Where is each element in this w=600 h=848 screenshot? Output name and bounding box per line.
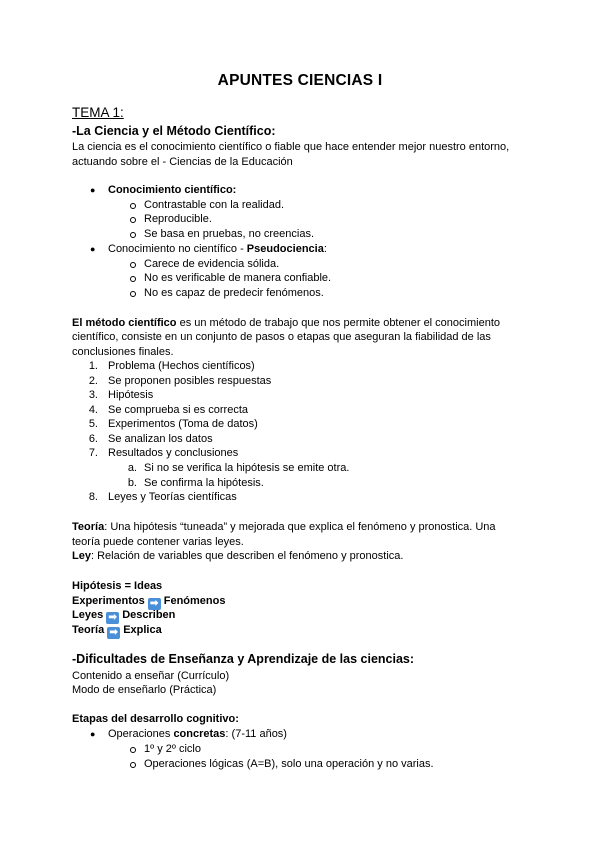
circle-bullet-icon bbox=[130, 276, 136, 282]
summary-left: Leyes bbox=[72, 609, 104, 621]
no-cientifico-item-3: No es capaz de predecir fenómenos. bbox=[144, 287, 324, 299]
metodo-bold: El método científico bbox=[72, 317, 177, 329]
cientifico-item-2: Reproducible. bbox=[144, 213, 212, 225]
section2-heading: -Dificultades de Enseñanza y Aprendizaje de las ciencias: bbox=[72, 652, 415, 666]
step-text: Problema (Hechos científicos) bbox=[108, 360, 255, 372]
step-text: Se comprueba si es correcta bbox=[108, 404, 249, 416]
no-cientifico-item-2: No es verificable de manera confiable. bbox=[144, 272, 332, 284]
summary-left: Teoría bbox=[72, 624, 105, 636]
summary-row bbox=[72, 623, 162, 639]
step-number: 6. bbox=[88, 433, 98, 445]
step-text: Hipótesis bbox=[108, 389, 154, 401]
step-number: 8. bbox=[88, 491, 98, 503]
etapas-subitem-2: Operaciones lógicas (A=B), solo una operación y no varias. bbox=[144, 758, 434, 770]
section2-line-2: Modo de enseñarlo (Práctica) bbox=[72, 684, 217, 696]
circle-bullet-icon bbox=[130, 747, 136, 753]
no-cientifico-suffix: : bbox=[323, 243, 327, 255]
substep-text: Se confirma la hipótesis. bbox=[144, 477, 264, 489]
step-text: Leyes y Teorías científicas bbox=[108, 491, 237, 503]
circle-bullet-icon bbox=[130, 217, 136, 223]
summary-right: Fenómenos bbox=[163, 595, 226, 607]
step-number: 7. bbox=[88, 447, 98, 459]
substep-letter: b. bbox=[127, 477, 137, 489]
step-number: 1. bbox=[88, 360, 98, 372]
hipotesis-ideas: Hipótesis = Ideas bbox=[72, 580, 163, 592]
etapas-subitem-1: 1º y 2º ciclo bbox=[144, 743, 201, 755]
conocimiento-cientifico-label: Conocimiento científico: bbox=[108, 184, 237, 196]
metodo-line-2: científico, consiste en un conjunto de pasos o etapas que aseguran la fiabilidad de las bbox=[72, 331, 491, 343]
step-number: 2. bbox=[88, 375, 98, 387]
summary-left: Experimentos bbox=[72, 595, 145, 607]
circle-bullet-icon bbox=[130, 203, 136, 209]
teoria-line-1 bbox=[72, 520, 496, 535]
step-number: 3. bbox=[88, 389, 98, 401]
metodo-line-1-rest: es un método de trabajo que nos permite obtener el conocimiento bbox=[176, 317, 500, 329]
substep-text: Si no se verifica la hipótesis se emite otra. bbox=[144, 462, 350, 474]
no-cientifico-item-1: Carece de evidencia sólida. bbox=[144, 258, 280, 270]
etapas-item-prefix: Operaciones bbox=[108, 728, 174, 740]
ley-rest: : Relación de variables que describen el fenómeno y pronostica. bbox=[90, 550, 404, 562]
intro-line-1: La ciencia es el conocimiento científico o fiable que hace entender mejor nuestro entorno, bbox=[72, 141, 510, 153]
pseudociencia-label: Pseudociencia bbox=[246, 243, 324, 255]
etapas-heading: Etapas del desarrollo cognitivo: bbox=[72, 713, 239, 725]
metodo-line-1 bbox=[72, 316, 500, 331]
ley-line bbox=[72, 549, 403, 564]
etapas-item bbox=[108, 727, 287, 742]
summary-right: Describen bbox=[122, 609, 176, 621]
step-text: Experimentos (Toma de datos) bbox=[108, 418, 258, 430]
teoria-line-2: teoría puede contener varias leyes. bbox=[72, 536, 244, 548]
metodo-line-3: conclusiones finales. bbox=[72, 346, 174, 358]
step-text: Se proponen posibles respuestas bbox=[108, 375, 272, 387]
substep-letter: a. bbox=[127, 462, 137, 474]
teoria-line-1-rest: : Una hipótesis “tuneada” y mejorada que explica el fenómeno y pronostica. Una bbox=[104, 521, 496, 533]
cientifico-item-3: Se basa en pruebas, no creencias. bbox=[144, 228, 315, 240]
conocimiento-no-cientifico bbox=[108, 242, 327, 257]
bullet-icon: ● bbox=[90, 729, 96, 739]
cientifico-item-1: Contrastable con la realidad. bbox=[144, 199, 285, 211]
section2-line-1: Contenido a enseñar (Currículo) bbox=[72, 670, 230, 682]
bullet-icon: ● bbox=[90, 244, 96, 254]
step-number: 5. bbox=[88, 418, 98, 430]
circle-bullet-icon bbox=[130, 262, 136, 268]
concretas-label: concretas bbox=[173, 728, 226, 740]
arrow-right-icon: ➡ bbox=[148, 598, 161, 610]
arrow-right-icon: ➡ bbox=[106, 612, 119, 624]
no-cientifico-prefix: Conocimiento no científico - bbox=[108, 243, 247, 255]
circle-bullet-icon bbox=[130, 232, 136, 238]
step-number: 4. bbox=[88, 404, 98, 416]
etapas-item-suffix: : (7-11 años) bbox=[225, 728, 287, 740]
page-title: APUNTES CIENCIAS I bbox=[217, 72, 383, 89]
summary-right: Explica bbox=[123, 624, 162, 636]
section1-heading: -La Ciencia y el Método Científico: bbox=[72, 124, 276, 138]
step-text: Se analizan los datos bbox=[108, 433, 213, 445]
step-text: Resultados y conclusiones bbox=[108, 447, 239, 459]
ley-label: Ley bbox=[72, 550, 91, 562]
bullet-icon: ● bbox=[90, 185, 96, 195]
tema-heading: TEMA 1: bbox=[72, 105, 124, 120]
circle-bullet-icon bbox=[130, 762, 136, 768]
intro-line-2: actuando sobre el - Ciencias de la Educación bbox=[72, 156, 293, 168]
circle-bullet-icon bbox=[130, 291, 136, 297]
arrow-right-icon: ➡ bbox=[107, 627, 120, 639]
teoria-label: Teoría bbox=[72, 521, 105, 533]
summary-row bbox=[72, 608, 175, 624]
